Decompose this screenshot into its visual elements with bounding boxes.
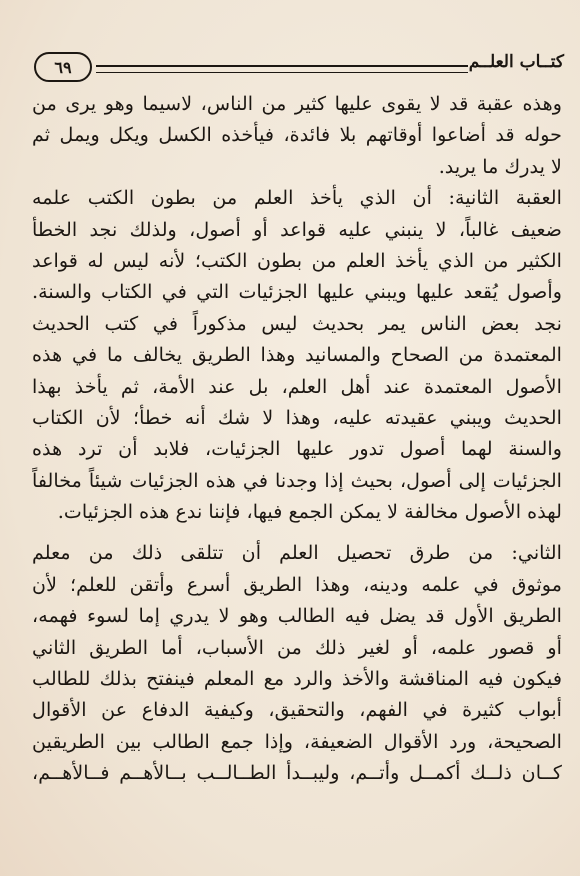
text-line: وهذه عقبة قد لا يقوى عليها كثير من الناس، لاسيما وهو يرى من <box>32 92 562 115</box>
text-line: لهذه الأصول مخالفة لا يمكن الجمع فيها، فإننا ندع هذه الجزئيات. <box>57 500 562 524</box>
text-line: والسنة لهما أصول تدور عليها الجزئيات، فلابد أن ترد هذه <box>32 437 562 461</box>
text-line: ضعيف غالباً، لا ينبني عليه قواعد أو أصول، ولذلك نجد الخطأ <box>32 217 562 241</box>
text-line: أبواب كثيرة في الفهم، والتحقيق، وكيفية الدفاع عن الأقوال <box>32 698 562 722</box>
text-line: الصحيحة، ورد الأقوال الضعيفة، وإذا جمع الطالب بين الطريقين <box>32 729 562 753</box>
text-line: فيكون فيه المناقشة والأخذ والرد مع المعلم فينفتح بذلك للطالب <box>32 667 562 691</box>
text-line: الثاني: من طرق تحصيل العلم أن تتلقى ذلك من معلم <box>32 541 562 565</box>
text-line: الحديث ويبني عقيدته عليه، وهذا لا شك أنه خطأ؛ لأن الكتاب <box>32 405 562 429</box>
paragraph-gap <box>32 527 562 537</box>
text-line: حوله قد أضاعوا أوقاتهم بلا فائدة، فيأخذه الكسل ويكل ويمل ثم <box>32 123 562 147</box>
running-header <box>34 52 564 86</box>
text-line: لا يدرك ما يريد. <box>438 154 562 178</box>
page-body <box>32 88 562 789</box>
text-line: المعتمدة من الصحاح والمسانيد وهذا الطريق يخالف ما في هذه <box>32 343 562 367</box>
text-line: الجزئيات إلى أصول، بحيث إذا وجدنا في هذه الجزئيات شيئاً مخالفاً <box>32 468 562 492</box>
text-line: موثوق في علمه ودينه، وهذا الطريق أسرع وأتقن للعلم؛ لأن <box>32 572 562 596</box>
text-line: العقبة الثانية: أن الذي يأخذ العلم من بطون الكتب علمه <box>32 186 562 210</box>
text-line: وأصول يُقعد عليها ويبني عليها الجزئيات التي في الكتاب والسنة. <box>32 280 562 304</box>
text-line: الكثير من الذي يأخذ العلم من بطون الكتب؛ لأنه ليس له قواعد <box>32 248 562 272</box>
text-line: أو قصور علمه، أو لغير ذلك من الأسباب، أما الطريق الثاني <box>32 635 562 659</box>
text-line: نجد بعض الناس يمر بحديث ليس مذكوراً في كتب الحديث <box>32 311 562 335</box>
text-line: الأصول المعتمدة عند أهل العلم، بل عند الأمة، ثم يأخذ بهذا <box>32 374 562 398</box>
header-rule-thin <box>96 72 468 73</box>
page-number: ٦٩ <box>34 52 92 82</box>
book-title: كتــاب العلــم <box>468 52 564 72</box>
header-rule <box>96 65 468 67</box>
text-line: الطريق الأول قد يضل فيه الطالب وهو لا يدري إما لسوء فهمه، <box>32 604 562 628</box>
text-line: كــان ذلــك أكمــل وأتــم، وليبــدأ الطــالــب بــالأهــم فــالأهــم، <box>32 761 562 785</box>
